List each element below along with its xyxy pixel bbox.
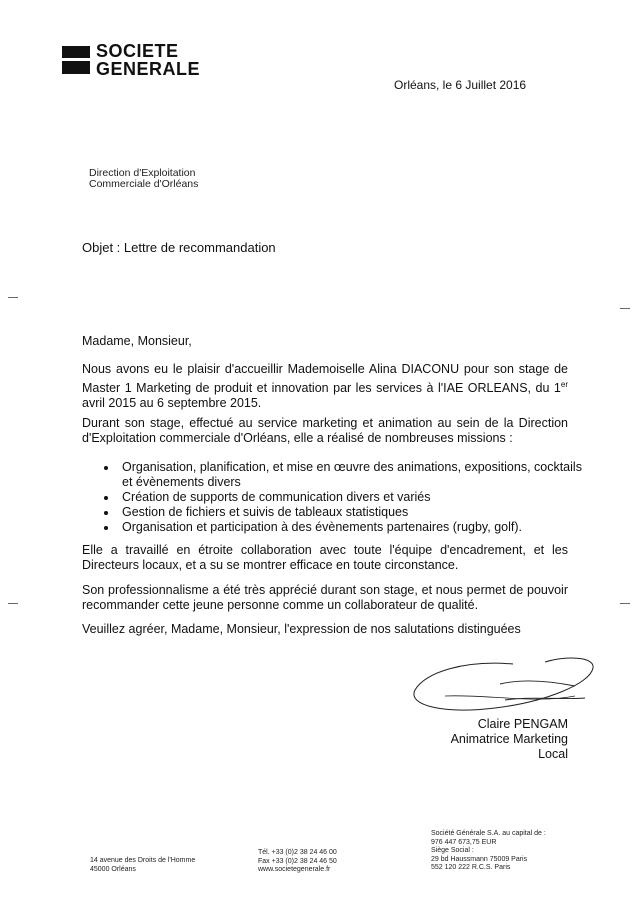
logo-mark-icon xyxy=(62,46,90,74)
sender-line-2: Commerciale d'Orléans xyxy=(89,178,199,190)
handwritten-signature xyxy=(405,638,600,718)
footer-address xyxy=(90,857,195,874)
letter-subject: Objet : Lettre de recommandation xyxy=(82,240,276,255)
footer-website: www.societegenerale.fr xyxy=(258,866,331,873)
paragraph-missions-intro: Durant son stage, effectué au service marketing et animation au sein de la Direction d'Exploitation commerciale d'Orléans, elle a réalisé de nombreuses missions : xyxy=(82,416,568,445)
paragraph-internship xyxy=(82,362,568,411)
fold-mark-right-top xyxy=(620,308,630,309)
footer-legal-line-3: Siège Social : xyxy=(431,847,474,854)
list-item: • Organisation, planification, et mise en œuvre des animations, expositions, cocktails et évènements divers xyxy=(118,460,588,490)
footer-legal-line-4: 29 bd Haussmann 75009 Paris xyxy=(431,855,528,863)
footer-legal-line-1: Société Générale S.A. au capital de : xyxy=(431,830,546,837)
missions-list xyxy=(100,460,588,535)
salutation: Madame, Monsieur, xyxy=(82,334,192,348)
ordinal-superscript: er xyxy=(560,380,568,389)
signer-block xyxy=(420,717,568,762)
footer-fax: Fax +33 (0)2 38 24 46 50 xyxy=(258,857,337,865)
footer-legal xyxy=(431,830,546,873)
fold-mark-left-bottom xyxy=(8,603,18,604)
paragraph-collaboration: Elle a travaillé en étroite collaboration avec toute l'équipe d'encadrement, et les Directeurs locaux, et a su se montrer efficace en toute circonstance. xyxy=(82,543,568,572)
paragraph-internship-text: Nous avons eu le plaisir d'accueillir Mademoiselle Alina DIACONU pour son stage de Master 1 Marketing de produit et innovation par les services à l'IAE ORLEANS, du 1 xyxy=(82,362,568,396)
signer-name: Claire PENGAM xyxy=(477,717,568,731)
societe-generale-logo xyxy=(62,42,222,82)
footer-contact xyxy=(258,849,337,875)
footer-address-line-2: 45000 Orléans xyxy=(90,865,136,873)
logo-wordmark xyxy=(96,42,200,78)
signer-title: Animatrice Marketing Local xyxy=(450,732,568,761)
paragraph-internship-end: avril 2015 au 6 septembre 2015. xyxy=(82,396,262,411)
list-item: • Organisation et participation à des évènements partenaires (rugby, golf). xyxy=(118,520,588,535)
list-item: • Création de supports de communication divers et variés xyxy=(118,490,588,505)
footer-legal-line-2: 976 447 673,75 EUR xyxy=(431,838,497,846)
footer-legal-line-5: 552 120 222 R.C.S. Paris xyxy=(431,864,511,871)
list-item: • Gestion de fichiers et suivis de tableaux statistiques xyxy=(118,505,588,520)
logo-line-1: SOCIETE xyxy=(96,41,179,61)
fold-mark-right-bottom xyxy=(620,603,630,604)
footer-phone: Tél. +33 (0)2 38 24 46 00 xyxy=(258,849,337,856)
sender-line-1: Direction d'Exploitation xyxy=(89,167,196,179)
fold-mark-left-top xyxy=(8,297,18,298)
paragraph-professionalism: Son professionnalisme a été très apprécié durant son stage, et nous permet de pouvoir recommander cette jeune personne comme un collaborateur de qualité. xyxy=(82,583,568,612)
closing-formula: Veuillez agréer, Madame, Monsieur, l'expression de nos salutations distinguées xyxy=(82,622,521,636)
footer-address-line-1: 14 avenue des Droits de l'Homme xyxy=(90,857,196,864)
logo-line-2: GENERALE xyxy=(96,59,201,79)
letter-date: Orléans, le 6 Juillet 2016 xyxy=(394,78,527,92)
sender-block xyxy=(89,168,198,190)
